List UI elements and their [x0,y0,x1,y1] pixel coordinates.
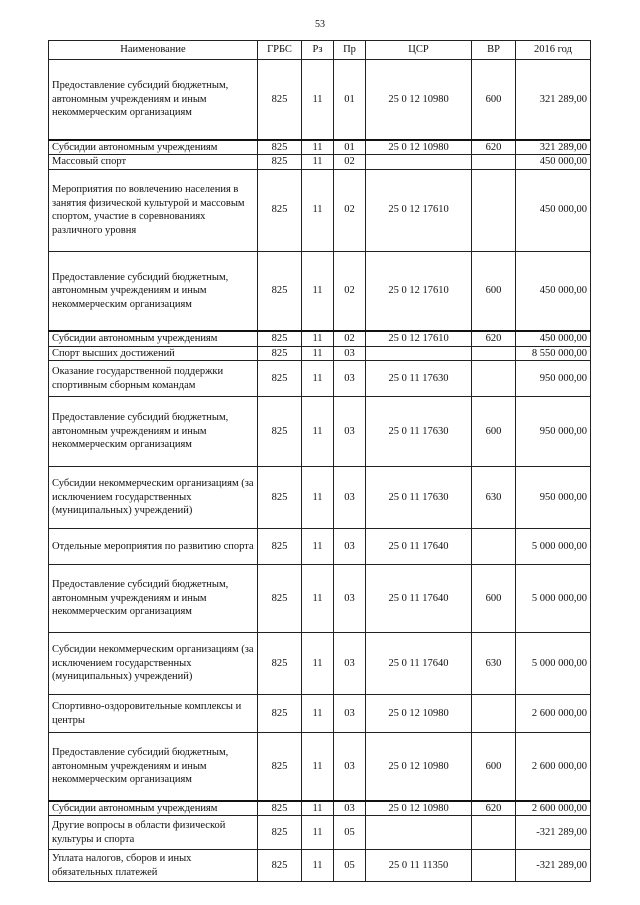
row-csr: 25 0 12 10980 [366,801,472,816]
row-amount: -321 289,00 [516,850,591,882]
table-header [49,41,591,60]
page-number: 53 [315,19,325,30]
row-grbs: 825 [258,251,302,331]
table-row [49,60,591,140]
row-vr: 600 [472,733,516,801]
budget-table [48,40,591,882]
row-name: Субсидии некоммерческим организациям (за исключением государственных (муниципальных) учреждений) [49,633,258,695]
row-csr: 25 0 12 10980 [366,140,472,155]
row-grbs: 825 [258,816,302,850]
row-rz: 11 [302,361,334,397]
row-vr: 620 [472,140,516,155]
row-vr [472,816,516,850]
row-rz: 11 [302,733,334,801]
row-grbs: 825 [258,331,302,346]
row-amount: 2 600 000,00 [516,801,591,816]
row-name: Предоставление субсидий бюджетным, автономным учреждениям и иным некоммерческим организациям [49,397,258,467]
row-csr [366,816,472,850]
row-rz: 11 [302,816,334,850]
row-name: Субсидии автономным учреждениям [49,331,258,346]
table-row [49,155,591,170]
row-csr: 25 0 12 10980 [366,733,472,801]
row-csr: 25 0 11 17640 [366,529,472,565]
row-name: Субсидии некоммерческим организациям (за исключением государственных (муниципальных) учреждений) [49,467,258,529]
row-csr: 25 0 11 17630 [366,397,472,467]
row-grbs: 825 [258,633,302,695]
row-amount: 450 000,00 [516,155,591,170]
row-rz: 11 [302,565,334,633]
table-row [49,733,591,801]
row-grbs: 825 [258,155,302,170]
row-csr: 25 0 11 17640 [366,633,472,695]
table-row [49,801,591,816]
row-grbs: 825 [258,169,302,251]
row-rz: 11 [302,397,334,467]
header-name: Наименование [49,41,258,60]
row-grbs: 825 [258,60,302,140]
row-amount: 5 000 000,00 [516,633,591,695]
row-name: Предоставление субсидий бюджетным, автономным учреждениям и иным некоммерческим организациям [49,251,258,331]
row-pr: 05 [334,850,366,882]
row-name: Предоставление субсидий бюджетным, автономным учреждениям и иным некоммерческим организациям [49,60,258,140]
row-pr: 02 [334,169,366,251]
table-row [49,565,591,633]
row-rz: 11 [302,850,334,882]
row-grbs: 825 [258,695,302,733]
row-vr: 630 [472,467,516,529]
row-csr: 25 0 12 10980 [366,695,472,733]
header-csr: ЦСР [366,41,472,60]
row-vr: 620 [472,801,516,816]
row-amount: 321 289,00 [516,140,591,155]
table-row [49,361,591,397]
row-name: Субсидии автономным учреждениям [49,140,258,155]
row-vr [472,850,516,882]
row-amount: 2 600 000,00 [516,695,591,733]
row-rz: 11 [302,140,334,155]
header-pr: Пр [334,41,366,60]
row-csr: 25 0 12 17610 [366,251,472,331]
row-rz: 11 [302,60,334,140]
row-name: Отдельные мероприятия по развитию спорта [49,529,258,565]
row-amount: 950 000,00 [516,467,591,529]
row-vr: 630 [472,633,516,695]
row-pr: 02 [334,331,366,346]
row-amount: -321 289,00 [516,816,591,850]
row-name: Предоставление субсидий бюджетным, автономным учреждениям и иным некоммерческим организациям [49,733,258,801]
row-amount: 450 000,00 [516,251,591,331]
row-csr: 25 0 11 17630 [366,361,472,397]
row-grbs: 825 [258,733,302,801]
row-vr [472,695,516,733]
row-grbs: 825 [258,397,302,467]
row-pr: 03 [334,633,366,695]
row-pr: 03 [334,467,366,529]
row-amount: 321 289,00 [516,60,591,140]
row-csr [366,346,472,361]
row-pr: 01 [334,60,366,140]
row-name: Оказание государственной поддержки спортивным сборным командам [49,361,258,397]
table-row [49,251,591,331]
row-pr: 03 [334,361,366,397]
row-grbs: 825 [258,565,302,633]
row-name: Спорт высших достижений [49,346,258,361]
row-pr: 03 [334,397,366,467]
row-vr [472,169,516,251]
table-row [49,331,591,346]
row-grbs: 825 [258,346,302,361]
table-row [49,850,591,882]
row-name: Субсидии автономным учреждениям [49,801,258,816]
row-vr [472,346,516,361]
row-name: Массовый спорт [49,155,258,170]
row-rz: 11 [302,633,334,695]
row-csr: 25 0 12 10980 [366,60,472,140]
row-amount: 8 550 000,00 [516,346,591,361]
row-csr: 25 0 12 17610 [366,169,472,251]
row-pr: 03 [334,529,366,565]
row-name: Предоставление субсидий бюджетным, автономным учреждениям и иным некоммерческим организациям [49,565,258,633]
row-pr: 05 [334,816,366,850]
table-row [49,695,591,733]
row-rz: 11 [302,467,334,529]
header-grbs: ГРБС [258,41,302,60]
row-amount: 450 000,00 [516,169,591,251]
row-csr: 25 0 11 11350 [366,850,472,882]
row-vr: 600 [472,251,516,331]
row-rz: 11 [302,331,334,346]
header-vr: ВР [472,41,516,60]
row-amount: 950 000,00 [516,397,591,467]
row-grbs: 825 [258,467,302,529]
table-row [49,816,591,850]
row-rz: 11 [302,346,334,361]
row-rz: 11 [302,155,334,170]
row-rz: 11 [302,801,334,816]
row-rz: 11 [302,169,334,251]
row-pr: 02 [334,251,366,331]
row-vr: 620 [472,331,516,346]
row-pr: 01 [334,140,366,155]
row-amount: 5 000 000,00 [516,529,591,565]
header-year: 2016 год [516,41,591,60]
row-pr: 03 [334,346,366,361]
row-name: Уплата налогов, сборов и иных обязательных платежей [49,850,258,882]
table-row [49,529,591,565]
row-grbs: 825 [258,801,302,816]
row-name: Спортивно-оздоровительные комплексы и центры [49,695,258,733]
row-amount: 950 000,00 [516,361,591,397]
table-row [49,633,591,695]
row-rz: 11 [302,251,334,331]
row-vr: 600 [472,397,516,467]
row-name: Другие вопросы в области физической культуры и спорта [49,816,258,850]
row-name: Мероприятия по вовлечению населения в занятия физической культурой и массовым спортом, участие в соревнованиях различного уровня [49,169,258,251]
row-vr [472,155,516,170]
table-row [49,140,591,155]
row-grbs: 825 [258,850,302,882]
header-rz: Рз [302,41,334,60]
row-grbs: 825 [258,140,302,155]
row-csr: 25 0 11 17630 [366,467,472,529]
row-pr: 03 [334,733,366,801]
row-vr [472,529,516,565]
row-vr: 600 [472,565,516,633]
row-pr: 03 [334,565,366,633]
row-pr: 03 [334,695,366,733]
row-csr: 25 0 12 17610 [366,331,472,346]
row-pr: 03 [334,801,366,816]
table-row [49,467,591,529]
row-amount: 2 600 000,00 [516,733,591,801]
row-amount: 5 000 000,00 [516,565,591,633]
row-pr: 02 [334,155,366,170]
row-vr [472,361,516,397]
row-vr: 600 [472,60,516,140]
row-rz: 11 [302,529,334,565]
table-row [49,397,591,467]
table-body [49,60,591,882]
row-grbs: 825 [258,361,302,397]
row-csr [366,155,472,170]
row-csr: 25 0 11 17640 [366,565,472,633]
table-row [49,346,591,361]
table-row [49,169,591,251]
row-grbs: 825 [258,529,302,565]
row-amount: 450 000,00 [516,331,591,346]
row-rz: 11 [302,695,334,733]
